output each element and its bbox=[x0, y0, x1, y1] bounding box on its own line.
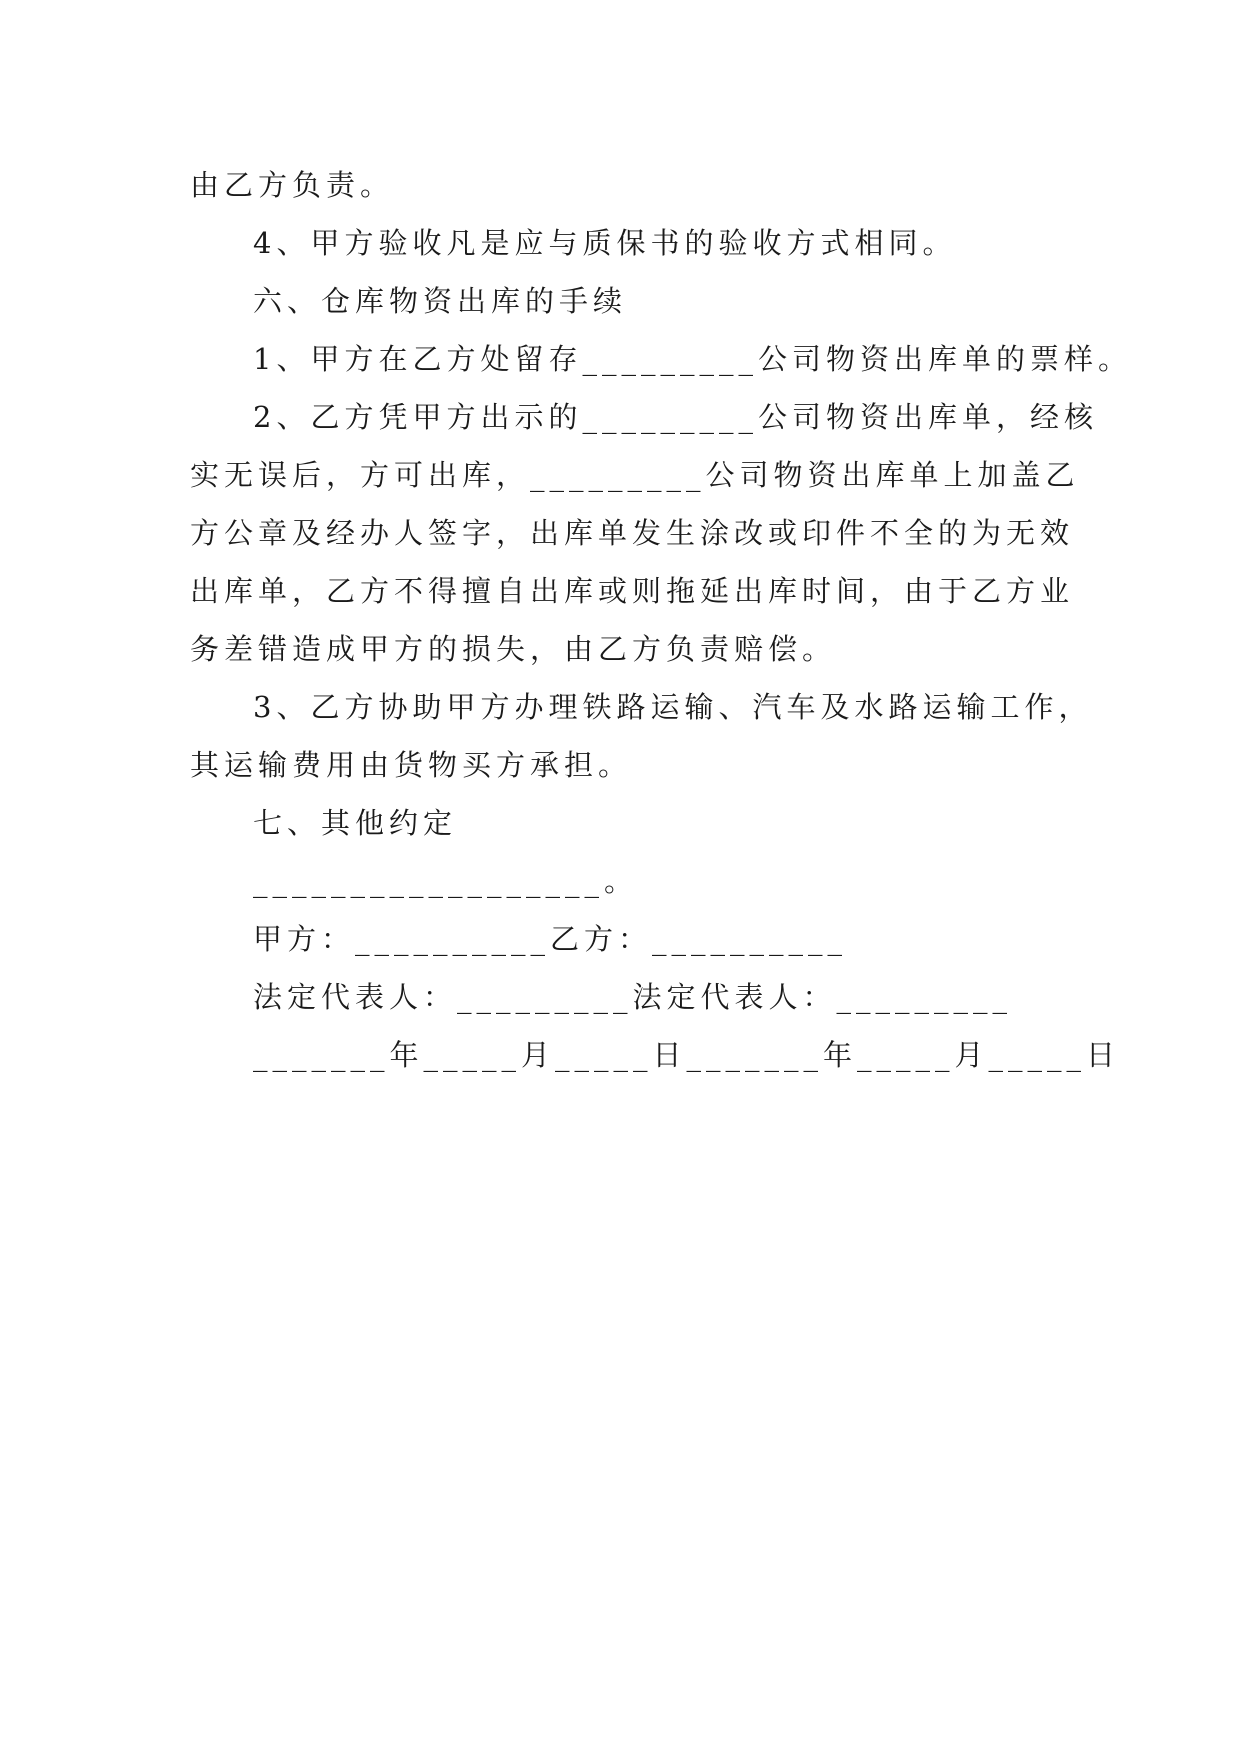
paragraph-line: 2、乙方凭甲方出示的_________公司物资出库单，经核 bbox=[253, 400, 1098, 434]
paragraph-line: 方公章及经办人签字，出库单发生涂改或印件不全的为无效 bbox=[190, 516, 1075, 550]
paragraph-line: 其运输费用由货物买方承担。 bbox=[190, 748, 633, 782]
paragraph-line: 务差错造成甲方的损失，由乙方负责赔偿。 bbox=[190, 632, 837, 666]
paragraph-line: 1、甲方在乙方处留存_________公司物资出库单的票样。 bbox=[253, 342, 1132, 376]
section-heading: 六、仓库物资出库的手续 bbox=[253, 284, 628, 318]
signature-representative-line: 法定代表人：_________法定代表人：_________ bbox=[253, 980, 1013, 1014]
signature-party-line: 甲方：__________乙方：__________ bbox=[253, 922, 848, 956]
paragraph-line: 实无误后，方可出库，_________公司物资出库单上加盖乙 bbox=[190, 458, 1080, 492]
section-heading: 七、其他约定 bbox=[253, 806, 458, 840]
paragraph-line: 3、乙方协助甲方办理铁路运输、汽车及水路运输工作， bbox=[253, 690, 1093, 724]
signature-date-line: _______年_____月_____日_______年_____月_____日 bbox=[253, 1038, 1121, 1072]
paragraph-line: 由乙方负责。 bbox=[190, 168, 395, 202]
blank-line: __________________。 bbox=[253, 864, 639, 898]
paragraph-line: 出库单，乙方不得擅自出库或则拖延出库时间，由于乙方业 bbox=[190, 574, 1075, 608]
paragraph-line: 4、甲方验收凡是应与质保书的验收方式相同。 bbox=[253, 226, 957, 260]
